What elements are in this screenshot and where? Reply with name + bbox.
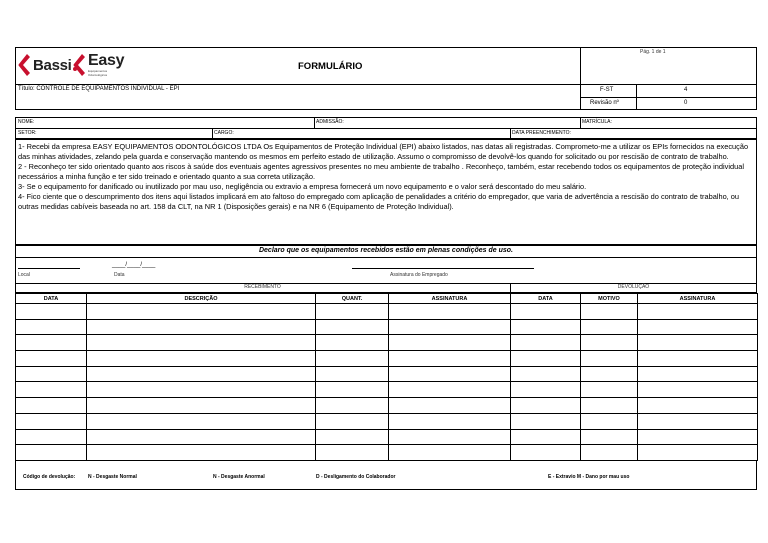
signature-line bbox=[352, 268, 534, 269]
table-cell[interactable] bbox=[638, 382, 758, 398]
table-cell[interactable] bbox=[638, 366, 758, 382]
table-cell[interactable] bbox=[581, 304, 638, 320]
table-cell[interactable] bbox=[16, 304, 87, 320]
col-assinatura-recebimento: ASSINATURA bbox=[389, 294, 511, 304]
table-cell[interactable] bbox=[87, 304, 316, 320]
field-divider bbox=[314, 117, 315, 128]
table-cell[interactable] bbox=[638, 413, 758, 429]
table-cell[interactable] bbox=[511, 319, 581, 335]
table-cell[interactable] bbox=[87, 445, 316, 461]
revision-value: 0 bbox=[684, 100, 688, 106]
table-cell[interactable] bbox=[316, 398, 389, 414]
fields-mid-line bbox=[15, 128, 757, 129]
doc-number: 4 bbox=[684, 87, 688, 93]
logo-area bbox=[18, 50, 128, 84]
table-cell[interactable] bbox=[16, 351, 87, 367]
table-cell[interactable] bbox=[581, 445, 638, 461]
table-cell[interactable] bbox=[638, 335, 758, 351]
field-divider bbox=[212, 128, 213, 139]
table-cell[interactable] bbox=[16, 335, 87, 351]
table-cell[interactable] bbox=[389, 319, 511, 335]
clause-1: 1- Recebi da empresa EASY EQUIPAMENTOS ODONTOLÓGICOS LTDA Os Equipamentos de Proteção Individual (EPI) abaixo listados, nas datas ali registradas. Comprometo-me a utilizar os EPIs fornecidos na execução das minhas atividades, zelando pela guarda e conservação mantendo os mesmos em perfeito estado de utilização. Assumo o compromisso de devolvê-los quando for solicitado ou por rescisão de contrato de trabalho. bbox=[18, 142, 749, 161]
table-cell[interactable] bbox=[87, 335, 316, 351]
clause-4: 4- Fico ciente que o descumprimento dos itens aqui listados implicará em ato faltoso do empregado com aplicação de penalidades a critério do empregador, que varia de advertência a rescisão do contrato de trabalho, ou outras medidas cabíveis baseada no art. 158 da CLT, na NR 1 (Disposições gerais) e na NR 6 (Equipamento de Proteção Individual). bbox=[18, 192, 740, 211]
table-cell[interactable] bbox=[16, 366, 87, 382]
table-cell[interactable] bbox=[16, 429, 87, 445]
table-cell[interactable] bbox=[389, 366, 511, 382]
footer-codes bbox=[23, 474, 75, 480]
col-data-recebimento: DATA bbox=[16, 294, 87, 304]
table-cell[interactable] bbox=[389, 398, 511, 414]
table-cell[interactable] bbox=[511, 445, 581, 461]
table-cell[interactable] bbox=[389, 304, 511, 320]
bassi-logo bbox=[18, 54, 77, 76]
setor-field[interactable]: SETOR: bbox=[18, 130, 37, 136]
table-row bbox=[16, 382, 758, 398]
table-cell[interactable] bbox=[638, 304, 758, 320]
table-cell[interactable] bbox=[511, 366, 581, 382]
table-cell[interactable] bbox=[316, 382, 389, 398]
table-cell[interactable] bbox=[581, 319, 638, 335]
table-row bbox=[16, 413, 758, 429]
table-cell[interactable] bbox=[389, 351, 511, 367]
table-row bbox=[16, 304, 758, 320]
nome-field[interactable]: NOME: bbox=[18, 119, 35, 125]
table-cell[interactable] bbox=[389, 445, 511, 461]
table-row bbox=[16, 335, 758, 351]
col-quant: QUANT. bbox=[316, 294, 389, 304]
table-row bbox=[16, 429, 758, 445]
data-preenchimento-field[interactable]: DATA PREENCHIMENTO: bbox=[512, 130, 571, 136]
field-divider bbox=[580, 117, 581, 128]
matricula-field[interactable]: MATRÍCULA: bbox=[582, 119, 612, 125]
signature-label: Assinatura do Empregado bbox=[390, 272, 448, 278]
code-n: N - Desgaste Normal bbox=[88, 474, 137, 480]
revision-label: Revisão nº bbox=[590, 100, 619, 106]
table-cell[interactable] bbox=[87, 413, 316, 429]
table-row bbox=[16, 445, 758, 461]
form-title: FORMULÁRIO bbox=[298, 61, 363, 72]
revision-divider bbox=[580, 97, 757, 98]
table-cell[interactable] bbox=[511, 304, 581, 320]
table-cell[interactable] bbox=[581, 366, 638, 382]
clause-3: 3- Se o equipamento for danificado ou inutilizado por mau uso, negligência ou extravio a empresa fornecerá um novo equipamento e o valor será descontado do meu salário. bbox=[18, 182, 587, 191]
admissao-field[interactable]: ADMISSÃO: bbox=[316, 119, 344, 125]
table-cell[interactable] bbox=[316, 319, 389, 335]
table-cell[interactable] bbox=[316, 335, 389, 351]
records-table-wrap bbox=[15, 293, 757, 461]
table-cell[interactable] bbox=[87, 366, 316, 382]
table-cell[interactable] bbox=[316, 429, 389, 445]
table-cell[interactable] bbox=[638, 398, 758, 414]
code-a: N - Desgaste Anormal bbox=[213, 474, 265, 480]
table-cell[interactable] bbox=[316, 304, 389, 320]
table-cell[interactable] bbox=[511, 351, 581, 367]
records-table bbox=[15, 293, 758, 461]
table-cell[interactable] bbox=[87, 319, 316, 335]
table-header-row bbox=[16, 294, 758, 304]
table-cell[interactable] bbox=[638, 351, 758, 367]
table-cell[interactable] bbox=[638, 319, 758, 335]
table-cell[interactable] bbox=[87, 398, 316, 414]
table-cell[interactable] bbox=[389, 429, 511, 445]
table-cell[interactable] bbox=[389, 335, 511, 351]
easy-logo bbox=[73, 52, 124, 77]
table-cell[interactable] bbox=[581, 335, 638, 351]
bassi-mark-icon bbox=[18, 54, 32, 76]
table-cell[interactable] bbox=[511, 398, 581, 414]
field-divider bbox=[510, 128, 511, 139]
table-cell[interactable] bbox=[511, 335, 581, 351]
table-cell[interactable] bbox=[389, 413, 511, 429]
table-cell[interactable] bbox=[16, 445, 87, 461]
easy-wordmark: Easy bbox=[88, 52, 125, 69]
table-row bbox=[16, 398, 758, 414]
col-assinatura-devolucao: ASSINATURA bbox=[638, 294, 758, 304]
table-cell[interactable] bbox=[87, 382, 316, 398]
table-cell[interactable] bbox=[389, 382, 511, 398]
easy-subtitle: Equipamentos Odontológicos bbox=[88, 69, 108, 77]
declaration: Declaro que os equipamentos recebidos estão em plenas condições de uso. bbox=[258, 247, 514, 254]
table-cell[interactable] bbox=[511, 382, 581, 398]
data-label: Data bbox=[114, 272, 125, 278]
clauses-text bbox=[18, 142, 756, 212]
title-line: Título: CONTROLE DE EQUIPAMENTOS INDIVIDUAL - EPI bbox=[18, 86, 180, 92]
table-cell[interactable] bbox=[87, 351, 316, 367]
code-d: D - Desligamento do Colaborador bbox=[316, 474, 396, 480]
table-cell[interactable] bbox=[316, 351, 389, 367]
table-cell[interactable] bbox=[581, 413, 638, 429]
col-data-devolucao: DATA bbox=[511, 294, 581, 304]
table-cell[interactable] bbox=[316, 413, 389, 429]
easy-mark-icon bbox=[73, 54, 87, 76]
table-cell[interactable] bbox=[581, 382, 638, 398]
table-row bbox=[16, 366, 758, 382]
table-cell[interactable] bbox=[511, 413, 581, 429]
group-devolucao: DEVOLUÇÃO bbox=[617, 284, 650, 290]
col-motivo: MOTIVO bbox=[581, 294, 638, 304]
table-cell[interactable] bbox=[581, 398, 638, 414]
doc-code: F-ST bbox=[600, 87, 614, 93]
codigo-label: Código de devolução: bbox=[23, 474, 76, 480]
local-label: Local bbox=[18, 272, 30, 278]
code-e-m: E - Extravio M - Dano por mau uso bbox=[548, 474, 630, 480]
table-cell[interactable] bbox=[638, 429, 758, 445]
table-cell[interactable] bbox=[16, 382, 87, 398]
table-cell[interactable] bbox=[16, 398, 87, 414]
table-cell[interactable] bbox=[16, 413, 87, 429]
table-cell[interactable] bbox=[87, 429, 316, 445]
table-row bbox=[16, 319, 758, 335]
table-cell[interactable] bbox=[16, 319, 87, 335]
page-info: Pág. 1 de 1 bbox=[640, 49, 666, 55]
table-cell[interactable] bbox=[581, 351, 638, 367]
table-cell[interactable] bbox=[316, 366, 389, 382]
table-row bbox=[16, 351, 758, 367]
local-line bbox=[18, 268, 80, 269]
table-cell[interactable] bbox=[511, 429, 581, 445]
table-cell[interactable] bbox=[316, 445, 389, 461]
date-placeholder[interactable]: ____/____/____ bbox=[112, 262, 156, 268]
clause-2: 2 - Reconheço ter sido orientado quanto aos riscos à saúde dos eventuais agentes agressivos presentes no meu ambiente de trabalho . Reconheço, também, estar recebendo todos os equipamentos de proteção individual necessários a minha função e ter sido treinado e orientado quanto a sua correta utilização. bbox=[18, 162, 744, 181]
group-recebimento: RECEBIMENTO bbox=[244, 284, 281, 290]
col-descricao: DESCRIÇÃO bbox=[87, 294, 316, 304]
bassi-wordmark: Bassi bbox=[33, 56, 72, 74]
table-cell[interactable] bbox=[638, 445, 758, 461]
table-body bbox=[16, 304, 758, 461]
table-cell[interactable] bbox=[581, 429, 638, 445]
cargo-field[interactable]: CARGO: bbox=[214, 130, 234, 136]
